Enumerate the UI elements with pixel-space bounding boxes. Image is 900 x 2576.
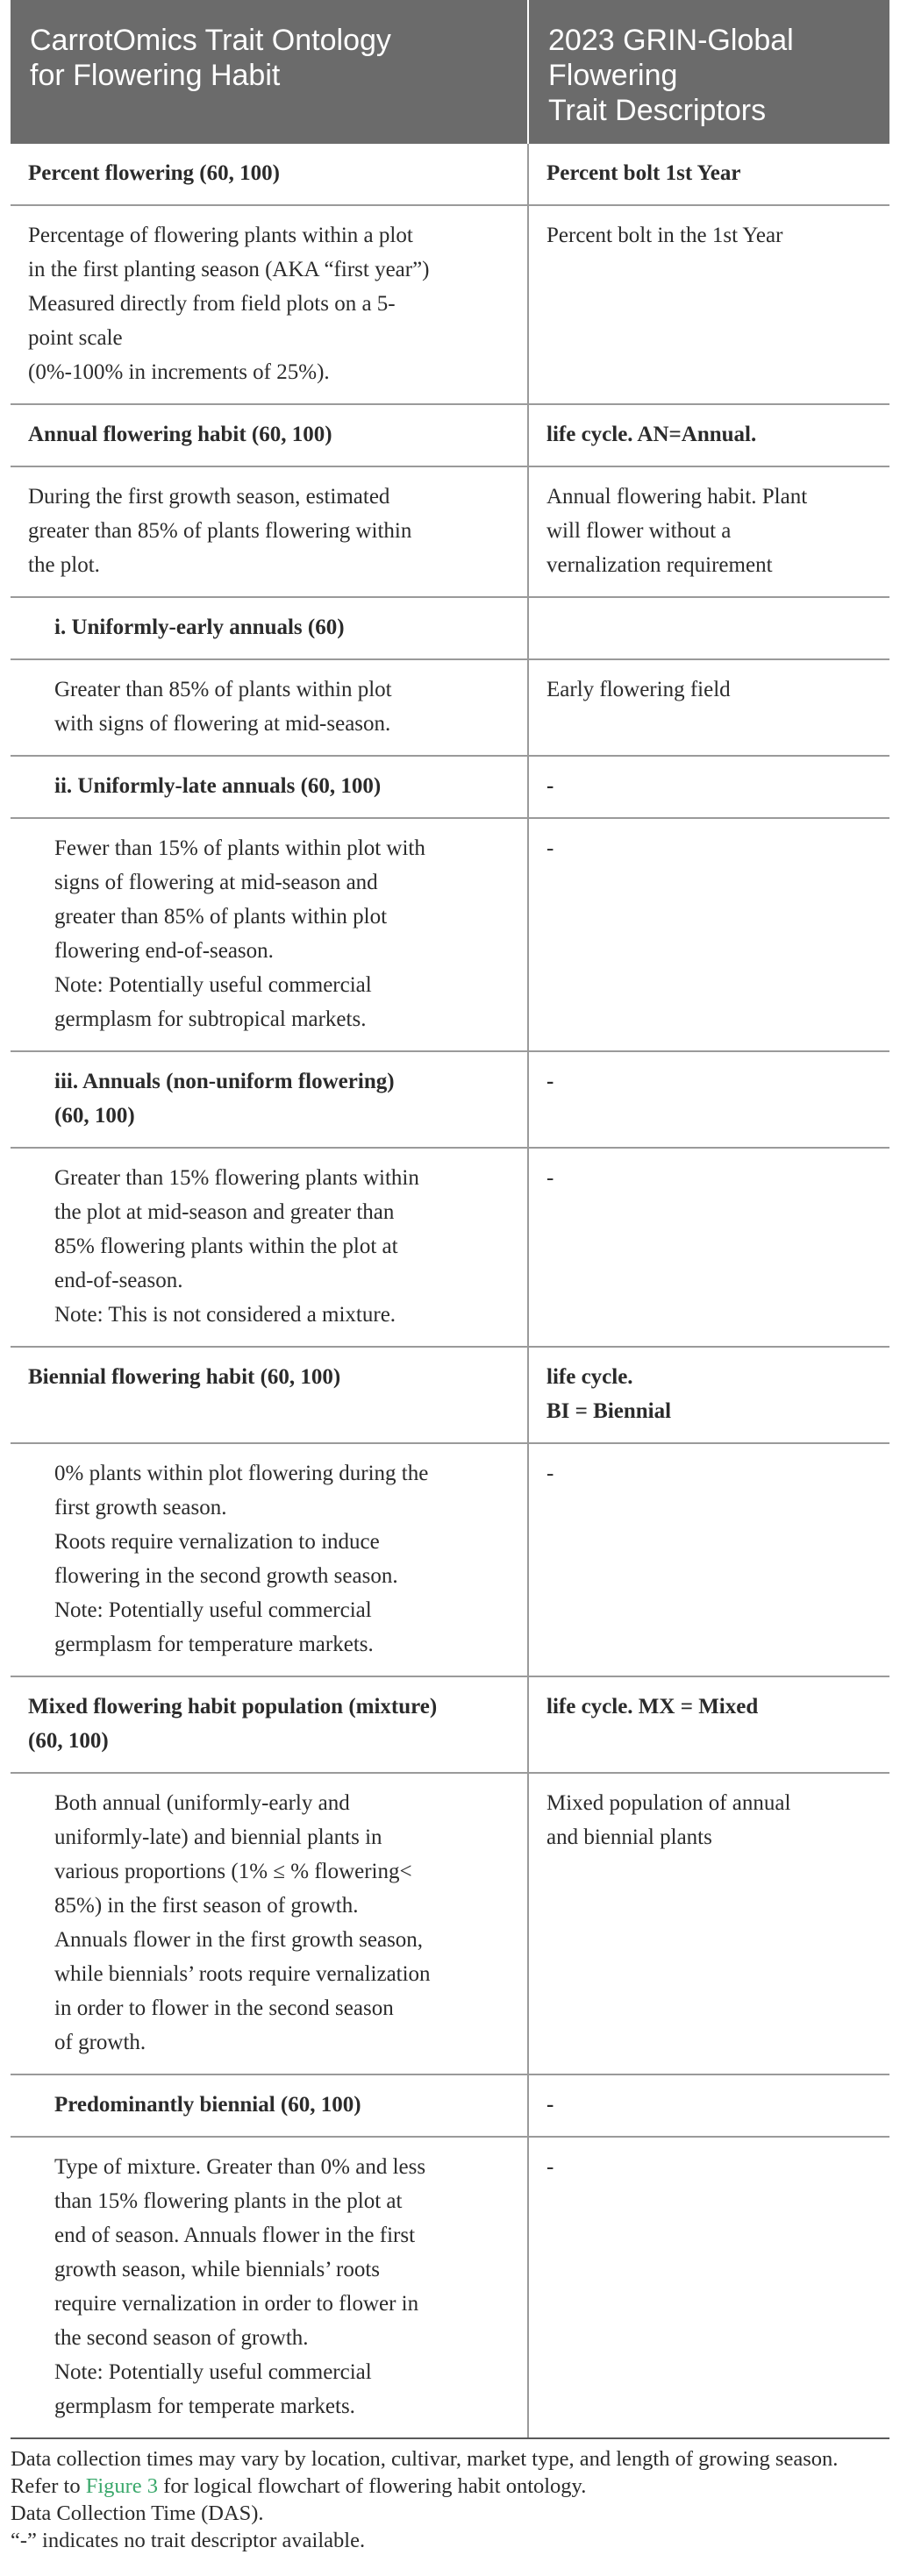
descriptor-cell: Mixed population of annual and biennial plants xyxy=(528,1773,889,2074)
table-row xyxy=(11,2074,889,2137)
descriptor-cell: life cycle. AN=Annual. xyxy=(528,404,889,466)
table-row xyxy=(11,466,889,597)
sub-trait-heading: iii. Annuals (non-uniform flowering) (60, 100) xyxy=(11,1051,528,1148)
trait-heading: Percent flowering (60, 100) xyxy=(11,144,528,205)
sub-trait-heading: ii. Uniformly-late annuals (60, 100) xyxy=(11,756,528,818)
trait-description: Fewer than 15% of plants within plot with signs of flowering at mid-season and greater than 85% of plants within plot flowering end-of-season. Note: Potentially useful commercial germplasm for subtropical markets. xyxy=(11,818,528,1051)
descriptor-cell: - xyxy=(528,1051,889,1148)
table-row xyxy=(11,1148,889,1347)
table-header-row xyxy=(11,0,889,144)
trait-description: 0% plants within plot flowering during the first growth season. Roots require vernalization to induce flowering in the second growth season. Note: Potentially useful commercial germplasm for temperature markets. xyxy=(11,1443,528,1676)
header-carrotomics-ontology: CarrotOmics Trait Ontology for Flowering Habit xyxy=(11,0,528,144)
table-row xyxy=(11,818,889,1051)
descriptor-cell: Percent bolt in the 1st Year xyxy=(528,205,889,404)
trait-description: Both annual (uniformly-early and uniformly-late) and biennial plants in various proportions (1% ≤ % flowering< 85%) in the first season of growth. Annuals flower in the first growth season, while biennials’ roots require vernalization in order to flower in the second season of growth. xyxy=(11,1773,528,2074)
descriptor-cell: - xyxy=(528,1148,889,1347)
flowering-habit-table xyxy=(11,0,889,2439)
footnote-dash-meaning: “-” indicates no trait descriptor available. xyxy=(11,2529,366,2552)
table-row xyxy=(11,404,889,466)
descriptor-cell xyxy=(528,597,889,659)
table-row xyxy=(11,659,889,756)
trait-description: During the first growth season, estimated greater than 85% of plants flowering within the plot. xyxy=(11,466,528,597)
descriptor-cell: Percent bolt 1st Year xyxy=(528,144,889,205)
footnote-collection-times: Data collection times may vary by location, cultivar, market type, and length of growing season. Refer to Figure 3 for logical flowchart of flowering habit ontology. xyxy=(11,2447,839,2498)
trait-description: Greater than 15% flowering plants within the plot at mid-season and greater than 85% flowering plants within the plot at end-of-season. Note: This is not considered a mixture. xyxy=(11,1148,528,1347)
descriptor-cell: Early flowering field xyxy=(528,659,889,756)
sub-trait-heading: Predominantly biennial (60, 100) xyxy=(11,2074,528,2137)
footnote-das: Data Collection Time (DAS). xyxy=(11,2501,264,2525)
trait-description: Greater than 85% of plants within plot with signs of flowering at mid-season. xyxy=(11,659,528,756)
descriptor-cell: - xyxy=(528,1443,889,1676)
table-row xyxy=(11,1676,889,1773)
table-footnotes xyxy=(11,2445,889,2554)
table-row xyxy=(11,1773,889,2074)
trait-heading: Biennial flowering habit (60, 100) xyxy=(11,1347,528,1443)
descriptor-cell: life cycle. BI = Biennial xyxy=(528,1347,889,1443)
table-row xyxy=(11,597,889,659)
descriptor-cell: Annual flowering habit. Plant will flower without a vernalization requirement xyxy=(528,466,889,597)
table-row xyxy=(11,756,889,818)
trait-description: Type of mixture. Greater than 0% and less than 15% flowering plants in the plot at end of season. Annuals flower in the first growth season, while biennials’ roots require vernalization in order to flower in the second season of growth. Note: Potentially useful commercial germplasm for temperate markets. xyxy=(11,2137,528,2438)
header-grin-global-descriptors: 2023 GRIN-Global Flowering Trait Descriptors xyxy=(528,0,889,144)
descriptor-cell: - xyxy=(528,756,889,818)
descriptor-cell: - xyxy=(528,818,889,1051)
sub-trait-heading: i. Uniformly-early annuals (60) xyxy=(11,597,528,659)
table-row xyxy=(11,1443,889,1676)
descriptor-cell: - xyxy=(528,2074,889,2137)
table-row xyxy=(11,1051,889,1148)
trait-heading: Annual flowering habit (60, 100) xyxy=(11,404,528,466)
table-row xyxy=(11,144,889,205)
trait-description: Percentage of flowering plants within a plot in the first planting season (AKA “first year”) Measured directly from field plots on a 5- point scale (0%-100% in increments of 25%). xyxy=(11,205,528,404)
descriptor-cell: - xyxy=(528,2137,889,2438)
table-row xyxy=(11,205,889,404)
table-row xyxy=(11,1347,889,1443)
figure-3-link[interactable]: Figure 3 xyxy=(85,2474,159,2498)
table-row xyxy=(11,2137,889,2438)
trait-heading: Mixed flowering habit population (mixture) (60, 100) xyxy=(11,1676,528,1773)
descriptor-cell: life cycle. MX = Mixed xyxy=(528,1676,889,1773)
